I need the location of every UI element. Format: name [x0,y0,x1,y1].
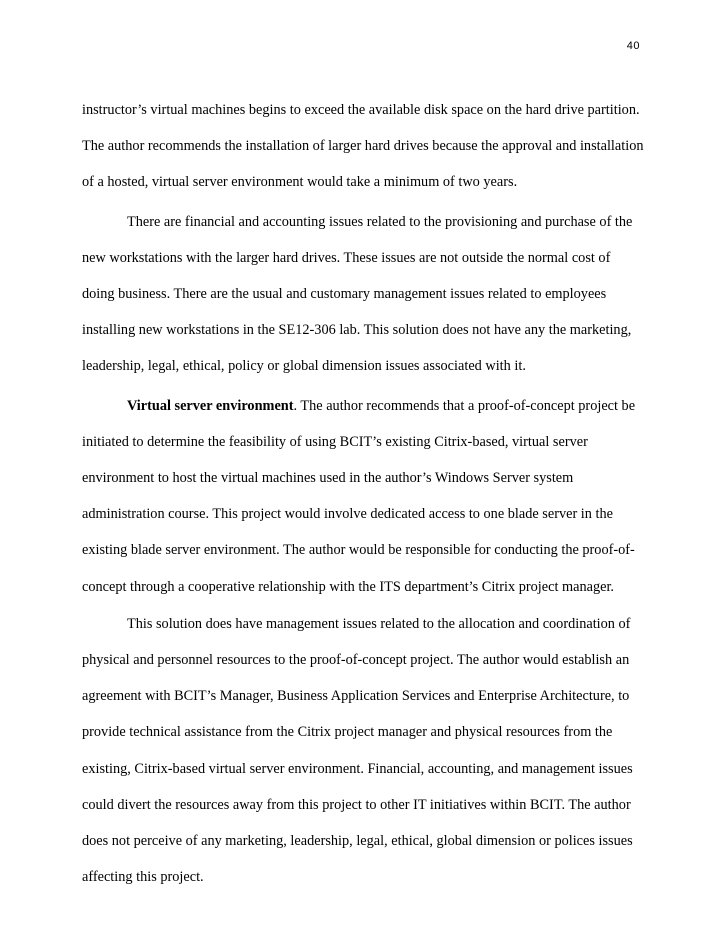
body-text [82,92,646,895]
page-number: 40 [626,40,640,52]
paragraph-virtual-server-environment [82,388,646,605]
paragraph-management-issues: This solution does have management issues related to the allocation and coordination of physical and personnel resources to the proof-of-concept project. The author would establish an agreement with BCIT’s Manager, Business Application Services and Enterprise Architecture, to provide technical assistance from the Citrix project manager and physical resources from the existing, Citrix-based virtual server environment. Financial, accounting, and management issues could divert the resources away from this project to other IT initiatives within BCIT. The author does not perceive of any marketing, leadership, legal, ethical, global dimension or polices issues affecting this project. [82,615,633,886]
paragraph-workstation-issues: There are financial and accounting issues related to the provisioning and purchase of the new workstations with the larger hard drives. These issues are not outside the normal cost of doing business. There are the usual and customary management issues related to employees installing new workstations in the SE12-306 lab. This solution does not have any the marketing, leadership, legal, ethical, policy or global dimension issues associated with it. [82,213,633,375]
paragraph-continuation: instructor’s virtual machines begins to exceed the available disk space on the hard drive partition. The author recommends the installation of larger hard drives because the approval and installation of a hosted, virtual server environment would take a minimum of two years. [82,102,644,191]
paragraph-virtual-server-text: . The author recommends that a proof-of-concept project be initiated to determine the feasibility of using BCIT’s existing Citrix-based, virtual server environment to host the virtual machines used in the author’s Windows Server system administration course. This project would involve dedicated access to one blade server in the existing blade server environment. The author would be responsible for conducting the proof-of-concept through a cooperative relationship with the ITS department’s Citrix project manager. [82,397,636,595]
section-heading-virtual-server-environment: Virtual server environment [127,397,294,414]
